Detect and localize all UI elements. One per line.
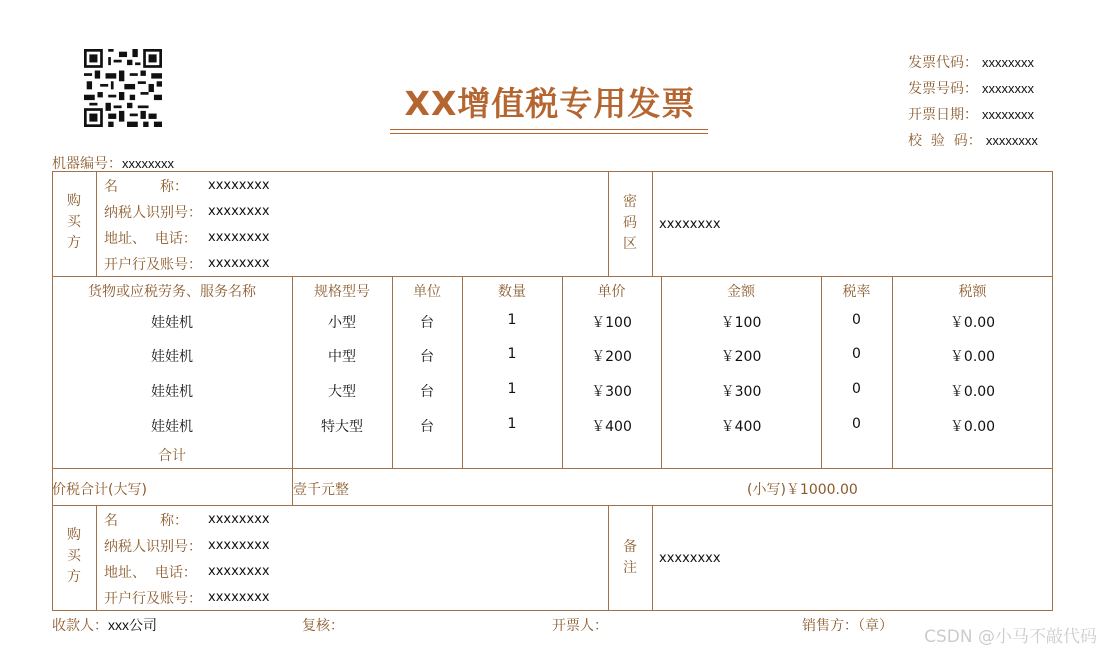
remark-label: 备 注: [623, 539, 637, 576]
watermark: CSDN @小马不敲代码: [924, 627, 1097, 647]
col-divider-3: [462, 276, 463, 469]
meta-check-code: 校 验 码： xxxxxxxx: [908, 133, 1038, 149]
meta-invoice-number: 发票号码： xxxxxxxx: [908, 81, 1034, 97]
meta-invoice-code: 发票代码： xxxxxxxx: [908, 55, 1034, 71]
total-lower: (小写)￥1000.00: [747, 482, 858, 498]
total-label: 价税合计(大写): [52, 482, 147, 498]
header-unit: 单位: [413, 284, 441, 300]
seller-remark-divider-2: [652, 505, 653, 611]
header-price: 单价: [597, 284, 626, 300]
header-spec: 规格型号: [314, 284, 370, 300]
machine-number: 机器编号：xxxxxxxx: [52, 156, 174, 172]
header-qty: 数量: [498, 284, 526, 300]
buyer-code-divider-2: [652, 171, 653, 277]
col-divider-5: [661, 276, 662, 469]
col-divider-2: [392, 276, 393, 469]
buyer-code-divider-1: [608, 171, 609, 277]
footer-review: 复核：: [302, 618, 344, 634]
title-underline-2: [390, 133, 708, 134]
seller-divider: [96, 505, 97, 611]
meta-issue-date: 开票日期： xxxxxxxx: [908, 107, 1034, 123]
col-divider-6: [821, 276, 822, 469]
footer-drawer: 开票人：: [552, 618, 608, 634]
total-row: [52, 468, 1053, 506]
seller-remark-divider-1: [608, 505, 609, 611]
seller-section: [52, 505, 1053, 611]
col-divider-1: [292, 276, 293, 469]
title-underline-1: [390, 129, 708, 130]
header-rate: 税率: [842, 284, 871, 300]
code-area-label: 密 码 区: [623, 194, 637, 252]
seller-side-label: 购 买 方: [67, 527, 81, 585]
buyer-section: [52, 171, 1053, 277]
remark-value: xxxxxxxx: [659, 551, 721, 566]
footer-payee: 收款人：xxx公司: [52, 617, 157, 634]
items-table: [52, 276, 1053, 469]
footer-seller-stamp: 销售方：（章）: [802, 618, 893, 634]
buyer-side-label: 购 买 方: [67, 193, 81, 251]
buyer-divider: [96, 171, 97, 277]
invoice-meta: [908, 52, 1078, 156]
qr-code-icon: [84, 49, 162, 127]
header-name: 货物或应税劳务、服务名称: [88, 284, 256, 300]
invoice-title: XX增值税专用发票: [404, 84, 696, 123]
header-amount: 金额: [727, 284, 755, 300]
items-total-label: 合计: [158, 448, 186, 464]
col-divider-7: [892, 276, 893, 469]
col-divider-4: [562, 276, 563, 469]
header-tax: 税额: [958, 284, 987, 300]
code-area-value: xxxxxxxx: [659, 217, 721, 232]
total-upper: 壹千元整: [293, 482, 349, 498]
